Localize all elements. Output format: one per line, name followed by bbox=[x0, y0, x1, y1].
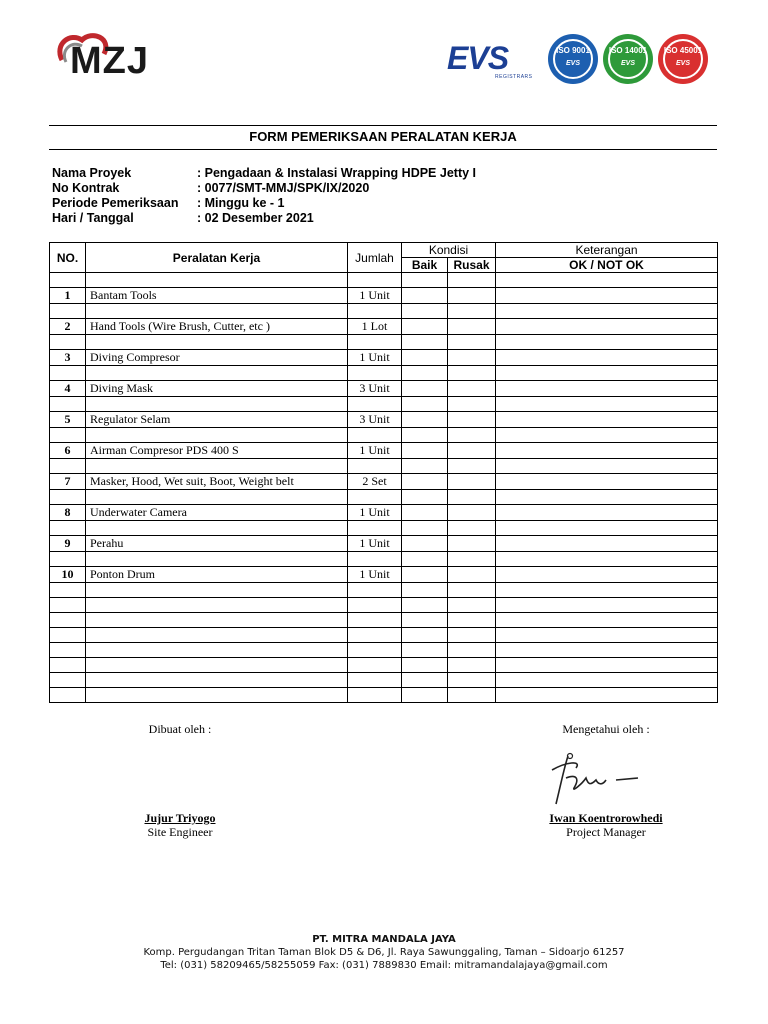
row-remarks bbox=[496, 443, 718, 459]
empty-cell bbox=[448, 613, 496, 628]
empty-cell bbox=[448, 366, 496, 381]
table-row bbox=[50, 412, 718, 428]
row-qty: 1 Unit bbox=[348, 567, 402, 583]
table-row bbox=[50, 505, 718, 521]
evs-brand: EVS bbox=[447, 40, 509, 76]
empty-cell bbox=[496, 304, 718, 319]
row-item: Diving Mask bbox=[86, 381, 348, 397]
table-row-empty bbox=[50, 521, 718, 536]
row-qty: 1 Unit bbox=[348, 505, 402, 521]
badge-mini: EVS bbox=[565, 60, 580, 67]
empty-cell bbox=[448, 428, 496, 443]
empty-cell bbox=[50, 397, 86, 412]
footer-address: Komp. Pergudangan Tritan Taman Blok D5 & D6, Jl. Raya Sawunggaling, Taman – Sidoarjo 61257 bbox=[143, 947, 625, 958]
row-broken-check bbox=[448, 536, 496, 552]
table-row-empty bbox=[50, 613, 718, 628]
row-broken-check bbox=[448, 381, 496, 397]
empty-cell bbox=[348, 643, 402, 658]
row-qty: 3 Unit bbox=[348, 412, 402, 428]
empty-cell bbox=[348, 335, 402, 350]
empty-cell bbox=[448, 490, 496, 505]
badge-label: ISO 9001 bbox=[556, 46, 590, 55]
empty-cell bbox=[86, 428, 348, 443]
empty-cell bbox=[86, 583, 348, 598]
empty-cell bbox=[50, 335, 86, 350]
empty-cell bbox=[348, 366, 402, 381]
row-remarks bbox=[496, 536, 718, 552]
empty-cell bbox=[402, 688, 448, 703]
footer-company: PT. MITRA MANDALA JAYA bbox=[312, 934, 456, 945]
table-row-empty bbox=[50, 304, 718, 319]
col-header-no: NO. bbox=[50, 243, 86, 273]
made-by-block bbox=[120, 811, 240, 839]
row-good-check bbox=[402, 505, 448, 521]
iso-9001-badge bbox=[548, 34, 598, 84]
empty-cell bbox=[496, 397, 718, 412]
empty-cell bbox=[402, 366, 448, 381]
empty-cell bbox=[348, 459, 402, 474]
empty-cell bbox=[496, 428, 718, 443]
empty-cell bbox=[496, 552, 718, 567]
signature-drawing bbox=[546, 748, 656, 808]
empty-cell bbox=[86, 335, 348, 350]
row-broken-check bbox=[448, 319, 496, 335]
row-remarks bbox=[496, 567, 718, 583]
empty-cell bbox=[50, 304, 86, 319]
form-title: FORM PEMERIKSAAN PERALATAN KERJA bbox=[249, 129, 517, 144]
approved-by-block bbox=[536, 811, 676, 839]
empty-cell bbox=[496, 688, 718, 703]
empty-cell bbox=[402, 304, 448, 319]
empty-cell bbox=[50, 643, 86, 658]
empty-cell bbox=[402, 552, 448, 567]
table-row-empty bbox=[50, 459, 718, 474]
evs-logo bbox=[447, 40, 543, 80]
empty-cell bbox=[50, 673, 86, 688]
table-row-empty bbox=[50, 397, 718, 412]
empty-cell bbox=[402, 628, 448, 643]
table-row-empty bbox=[50, 428, 718, 443]
row-item: Diving Compresor bbox=[86, 350, 348, 366]
empty-cell bbox=[86, 304, 348, 319]
row-broken-check bbox=[448, 288, 496, 304]
empty-cell bbox=[402, 613, 448, 628]
title-top-rule bbox=[49, 125, 717, 126]
empty-cell bbox=[348, 428, 402, 443]
empty-cell bbox=[86, 613, 348, 628]
empty-cell bbox=[402, 673, 448, 688]
made-by-label: Dibuat oleh : bbox=[148, 722, 212, 736]
badge-mini: EVS bbox=[620, 60, 635, 67]
empty-cell bbox=[86, 552, 348, 567]
table-row-empty bbox=[50, 643, 718, 658]
table-row-empty bbox=[50, 688, 718, 703]
table-row bbox=[50, 381, 718, 397]
row-item: Ponton Drum bbox=[86, 567, 348, 583]
empty-cell bbox=[496, 613, 718, 628]
row-good-check bbox=[402, 474, 448, 490]
footer bbox=[0, 933, 768, 972]
table-row-empty bbox=[50, 673, 718, 688]
empty-cell bbox=[50, 628, 86, 643]
row-remarks bbox=[496, 412, 718, 428]
empty-cell bbox=[86, 521, 348, 536]
row-remarks bbox=[496, 288, 718, 304]
col-header-condition: Kondisi bbox=[402, 243, 496, 258]
empty-cell bbox=[348, 658, 402, 673]
empty-cell bbox=[402, 658, 448, 673]
badge-label: ISO 45001 bbox=[663, 46, 703, 55]
empty-cell bbox=[348, 273, 402, 288]
row-qty: 1 Unit bbox=[348, 443, 402, 459]
empty-cell bbox=[86, 688, 348, 703]
info-row bbox=[52, 181, 476, 196]
empty-cell bbox=[86, 397, 348, 412]
row-good-check bbox=[402, 288, 448, 304]
row-good-check bbox=[402, 536, 448, 552]
row-item: Perahu bbox=[86, 536, 348, 552]
row-number: 10 bbox=[50, 567, 86, 583]
empty-cell bbox=[86, 643, 348, 658]
empty-cell bbox=[448, 521, 496, 536]
table-row bbox=[50, 350, 718, 366]
info-value: : 02 Desember 2021 bbox=[197, 211, 314, 225]
row-broken-check bbox=[448, 505, 496, 521]
empty-cell bbox=[448, 658, 496, 673]
row-good-check bbox=[402, 443, 448, 459]
table-row-empty bbox=[50, 366, 718, 381]
table-row-empty bbox=[50, 552, 718, 567]
row-broken-check bbox=[448, 567, 496, 583]
table-row-empty bbox=[50, 658, 718, 673]
empty-cell bbox=[86, 598, 348, 613]
empty-cell bbox=[448, 552, 496, 567]
empty-cell bbox=[448, 397, 496, 412]
row-broken-check bbox=[448, 474, 496, 490]
table-row-empty bbox=[50, 628, 718, 643]
row-number: 2 bbox=[50, 319, 86, 335]
empty-cell bbox=[402, 459, 448, 474]
empty-cell bbox=[496, 335, 718, 350]
row-number: 7 bbox=[50, 474, 86, 490]
row-qty: 1 Unit bbox=[348, 350, 402, 366]
iso-14001-badge bbox=[603, 34, 653, 84]
empty-cell bbox=[50, 598, 86, 613]
info-label: Periode Pemeriksaan bbox=[52, 196, 179, 210]
row-good-check bbox=[402, 350, 448, 366]
row-number: 4 bbox=[50, 381, 86, 397]
row-number: 8 bbox=[50, 505, 86, 521]
empty-cell bbox=[402, 273, 448, 288]
info-label: Nama Proyek bbox=[52, 166, 132, 180]
empty-cell bbox=[348, 688, 402, 703]
empty-cell bbox=[348, 598, 402, 613]
empty-cell bbox=[496, 583, 718, 598]
col-header-broken: Rusak bbox=[448, 258, 496, 273]
info-value: : Pengadaan & Instalasi Wrapping HDPE Jetty I bbox=[197, 166, 476, 180]
empty-cell bbox=[448, 335, 496, 350]
row-qty: 3 Unit bbox=[348, 381, 402, 397]
empty-cell bbox=[50, 583, 86, 598]
empty-cell bbox=[448, 459, 496, 474]
empty-cell bbox=[50, 366, 86, 381]
row-qty: 1 Unit bbox=[348, 536, 402, 552]
approved-by-role: Project Manager bbox=[566, 825, 646, 839]
empty-cell bbox=[402, 397, 448, 412]
col-header-item: Peralatan Kerja bbox=[86, 243, 348, 273]
table-body bbox=[50, 273, 718, 703]
row-remarks bbox=[496, 381, 718, 397]
table-row-empty bbox=[50, 583, 718, 598]
info-row bbox=[52, 166, 476, 181]
row-number: 3 bbox=[50, 350, 86, 366]
empty-cell bbox=[348, 304, 402, 319]
row-number: 1 bbox=[50, 288, 86, 304]
empty-cell bbox=[50, 658, 86, 673]
col-header-remarks: Keterangan bbox=[496, 243, 718, 258]
badge-mini: EVS bbox=[675, 60, 690, 67]
row-broken-check bbox=[448, 350, 496, 366]
row-item: Hand Tools (Wire Brush, Cutter, etc ) bbox=[86, 319, 348, 335]
row-good-check bbox=[402, 567, 448, 583]
empty-cell bbox=[496, 643, 718, 658]
empty-cell bbox=[402, 521, 448, 536]
row-broken-check bbox=[448, 412, 496, 428]
evs-subtitle: REGISTRARS bbox=[495, 74, 533, 80]
info-label: Hari / Tanggal bbox=[52, 211, 134, 225]
empty-cell bbox=[448, 583, 496, 598]
empty-cell bbox=[348, 397, 402, 412]
iso-45001-badge bbox=[658, 34, 708, 84]
row-good-check bbox=[402, 381, 448, 397]
empty-cell bbox=[50, 273, 86, 288]
row-item: Underwater Camera bbox=[86, 505, 348, 521]
empty-cell bbox=[496, 598, 718, 613]
empty-cell bbox=[448, 673, 496, 688]
empty-cell bbox=[50, 521, 86, 536]
info-row bbox=[52, 196, 476, 211]
table-row-empty bbox=[50, 273, 718, 288]
table-row bbox=[50, 567, 718, 583]
empty-cell bbox=[496, 490, 718, 505]
empty-cell bbox=[86, 366, 348, 381]
row-item: Airman Compresor PDS 400 S bbox=[86, 443, 348, 459]
row-good-check bbox=[402, 319, 448, 335]
row-number: 5 bbox=[50, 412, 86, 428]
table-row bbox=[50, 288, 718, 304]
empty-cell bbox=[402, 490, 448, 505]
row-number: 9 bbox=[50, 536, 86, 552]
info-row bbox=[52, 211, 476, 226]
logo-text: MZJ bbox=[70, 40, 149, 82]
empty-cell bbox=[402, 598, 448, 613]
badge-label: ISO 14001 bbox=[608, 46, 648, 55]
row-remarks bbox=[496, 474, 718, 490]
empty-cell bbox=[402, 583, 448, 598]
empty-cell bbox=[496, 658, 718, 673]
row-remarks bbox=[496, 505, 718, 521]
empty-cell bbox=[86, 628, 348, 643]
empty-cell bbox=[448, 273, 496, 288]
empty-cell bbox=[348, 521, 402, 536]
empty-cell bbox=[348, 613, 402, 628]
table-row-empty bbox=[50, 598, 718, 613]
table-row bbox=[50, 443, 718, 459]
row-remarks bbox=[496, 319, 718, 335]
empty-cell bbox=[86, 490, 348, 505]
table-row-empty bbox=[50, 335, 718, 350]
empty-cell bbox=[448, 688, 496, 703]
empty-cell bbox=[402, 428, 448, 443]
empty-cell bbox=[496, 521, 718, 536]
table-row bbox=[50, 536, 718, 552]
empty-cell bbox=[496, 366, 718, 381]
row-remarks bbox=[496, 350, 718, 366]
empty-cell bbox=[50, 552, 86, 567]
info-label: No Kontrak bbox=[52, 181, 120, 195]
empty-cell bbox=[348, 490, 402, 505]
row-item: Regulator Selam bbox=[86, 412, 348, 428]
approved-by-label: Mengetahui oleh : bbox=[562, 722, 650, 736]
table-row bbox=[50, 474, 718, 490]
empty-cell bbox=[86, 273, 348, 288]
col-header-qty: Jumlah bbox=[348, 243, 402, 273]
row-number: 6 bbox=[50, 443, 86, 459]
row-qty: 1 Unit bbox=[348, 288, 402, 304]
row-good-check bbox=[402, 412, 448, 428]
empty-cell bbox=[50, 459, 86, 474]
title-bottom-rule bbox=[49, 149, 717, 150]
footer-contact: Tel: (031) 58209465/58255059 Fax: (031) 7889830 Email: mitramandalajaya@gmail.com bbox=[160, 960, 608, 971]
row-item: Masker, Hood, Wet suit, Boot, Weight belt bbox=[86, 474, 348, 490]
empty-cell bbox=[496, 628, 718, 643]
info-value: : Minggu ke - 1 bbox=[197, 196, 285, 210]
empty-cell bbox=[50, 688, 86, 703]
empty-cell bbox=[448, 304, 496, 319]
empty-cell bbox=[50, 613, 86, 628]
empty-cell bbox=[86, 658, 348, 673]
empty-cell bbox=[496, 273, 718, 288]
project-info bbox=[52, 166, 476, 226]
row-qty: 2 Set bbox=[348, 474, 402, 490]
empty-cell bbox=[496, 673, 718, 688]
row-qty: 1 Lot bbox=[348, 319, 402, 335]
made-by-name: Jujur Triyogo bbox=[144, 811, 216, 825]
table-row-empty bbox=[50, 490, 718, 505]
col-header-good: Baik bbox=[402, 258, 448, 273]
equipment-table bbox=[49, 242, 718, 703]
info-value: : 0077/SMT-MMJ/SPK/IX/2020 bbox=[197, 181, 370, 195]
empty-cell bbox=[348, 583, 402, 598]
empty-cell bbox=[402, 643, 448, 658]
empty-cell bbox=[496, 459, 718, 474]
empty-cell bbox=[86, 673, 348, 688]
row-item: Bantam Tools bbox=[86, 288, 348, 304]
empty-cell bbox=[448, 643, 496, 658]
empty-cell bbox=[448, 628, 496, 643]
col-header-remarks-sub: OK / NOT OK bbox=[496, 258, 718, 273]
row-broken-check bbox=[448, 443, 496, 459]
empty-cell bbox=[348, 628, 402, 643]
approved-by-name: Iwan Koentrorowhedi bbox=[549, 811, 663, 825]
empty-cell bbox=[402, 335, 448, 350]
empty-cell bbox=[86, 459, 348, 474]
made-by-role: Site Engineer bbox=[147, 825, 213, 839]
empty-cell bbox=[348, 552, 402, 567]
table-row bbox=[50, 319, 718, 335]
empty-cell bbox=[348, 673, 402, 688]
empty-cell bbox=[50, 490, 86, 505]
empty-cell bbox=[448, 598, 496, 613]
empty-cell bbox=[50, 428, 86, 443]
